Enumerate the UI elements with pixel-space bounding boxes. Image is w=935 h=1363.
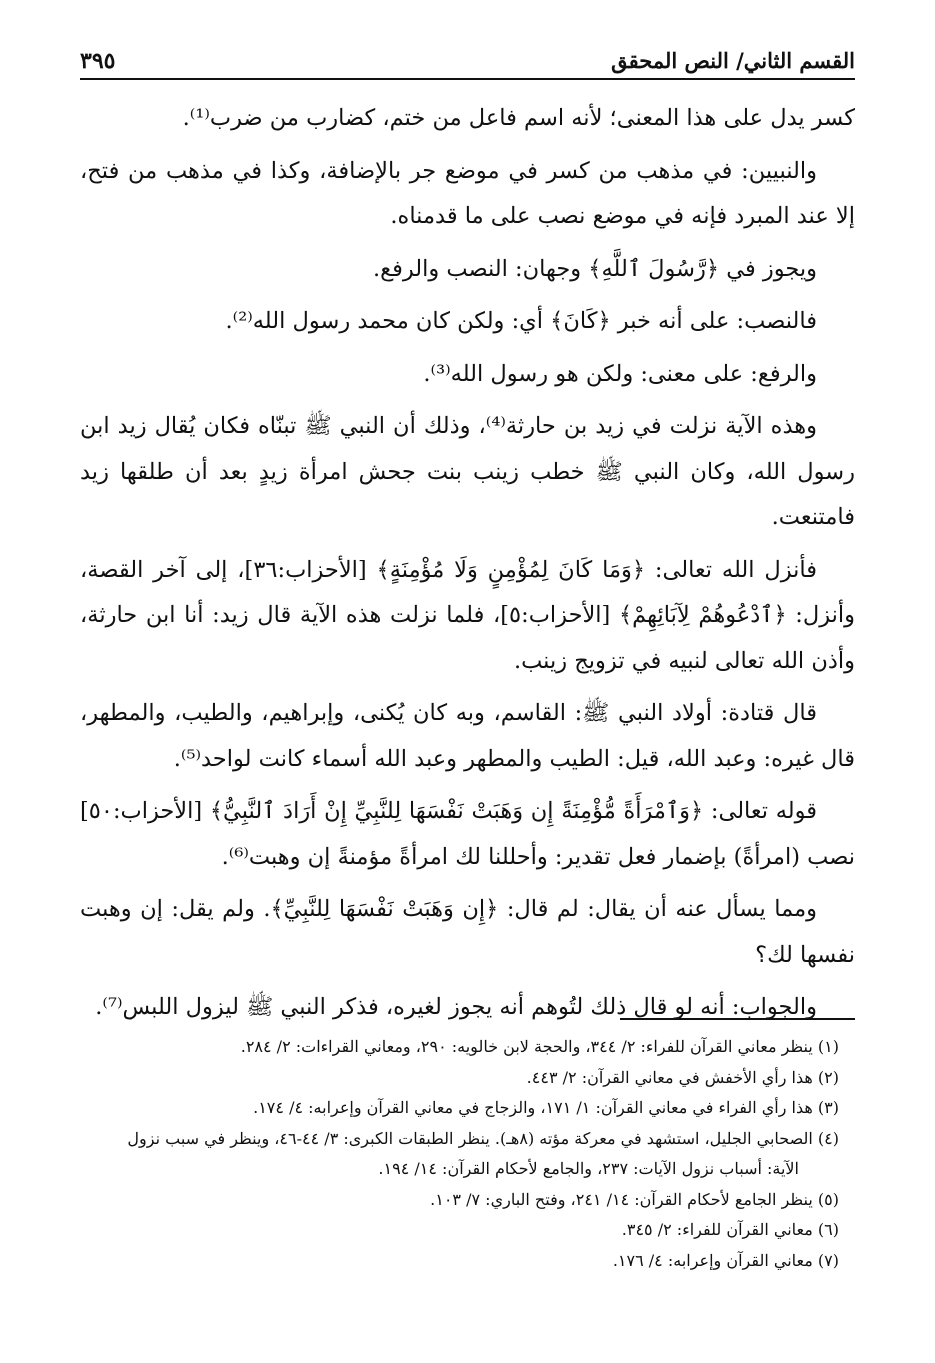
paragraph: كسر يدل على هذا المعنى؛ لأنه اسم فاعل من ختم، كضارب من ضرب⁽¹⁾. [182, 105, 855, 131]
paragraph: وهذه الآية نزلت في زيد بن حارثة⁽⁴⁾، وذلك أن النبي ﷺ تبنّاه فكان يُقال زيد ابن رسول الله، وكان النبي ﷺ خطب زينب بنت جحش امرأة زيدٍ بعد أن طلقها زيد فامتنعت. [80, 413, 855, 530]
footnotes [80, 1032, 855, 1276]
footnote: (٦) معاني القرآن للفراء: ٢/ ٣٤٥. [621, 1220, 839, 1239]
paragraph: قوله تعالى: ﴿وَٱمْرَأَةً مُّؤْمِنَةً إِن وَهَبَتْ نَفْسَهَا لِلنَّبِيِّ إِنْ أَرَادَ ٱلنَّبِيُّ﴾ [الأحزاب:٥٠] نصب (امرأةً) بإضمار فعل تقدير: وأحللنا لك امرأةً مؤمنةً إن وهبت⁽⁶⁾. [80, 798, 855, 870]
paragraph: قال قتادة: أولاد النبي ﷺ: القاسم، وبه كان يُكنى، وإبراهيم، والطيب، والمطهر، قال غيره: وعبد الله، قيل: الطيب والمطهر وعبد الله أسماء كانت لواحد⁽⁵⁾. [80, 700, 855, 772]
paragraph: فأنزل الله تعالى: ﴿وَمَا كَانَ لِمُؤْمِنٍ وَلَا مُؤْمِنَةٍ﴾ [الأحزاب:٣٦]، إلى آخر القصة، وأنزل: ﴿ٱدْعُوهُمْ لِآبَائِهِمْ﴾ [الأحزاب:٥]، فلما نزلت هذه الآية قال زيد: أنا ابن حارثة، وأذن الله تعالى لنبيه في تزويج زينب. [80, 556, 855, 674]
footnote: (١) ينظر معاني القرآن للفراء: ٢/ ٣٤٤، والحجة لابن خالويه: ٢٩٠، ومعاني القراءات: ٢/ ٢٨٤. [240, 1037, 839, 1056]
paragraph: والنبيين: في مذهب من كسر في موضع جر بالإضافة، وكذا في مذهب من فتح، إلا عند المبرد فإنه في موضع نصب على ما قدمناه. [80, 157, 855, 229]
paragraph: فالنصب: على أنه خبر ﴿كَانَ﴾ أي: ولكن كان محمد رسول الله⁽²⁾. [225, 308, 817, 334]
paragraph: ويجوز في ﴿رَّسُولَ ٱللَّهِ﴾ وجهان: النصب والرفع. [372, 255, 817, 282]
footnote: (٣) هذا رأي الفراء في معاني القرآن: ١/ ١٧١، والزجاج في معاني القرآن وإعرابه: ٤/ ١٧٤. [253, 1098, 839, 1117]
footnote: (٧) معاني القرآن وإعرابه: ٤/ ١٧٦. [612, 1250, 839, 1270]
page-number: ٣٩٥ [80, 48, 116, 74]
main-text [80, 96, 855, 1031]
running-title: القسم الثاني/ النص المحقق [611, 48, 855, 73]
footnote-continuation: الآية: أسباب نزول الآيات: ٢٣٧، والجامع لأحكام القرآن: ١٤/ ١٩٤. [378, 1159, 799, 1178]
page-header [80, 42, 855, 80]
footnote: (٤) الصحابي الجليل، استشهد في معركة مؤته (٨هـ). ينظر الطبقات الكبرى: ٣/ ٤٤-٤٦، وينظر في سبب نزول [127, 1128, 839, 1148]
paragraph: والجواب: أنه لو قال ذلك لتُوهم أنه يجوز لغيره، فذكر النبي ﷺ ليزول اللبس⁽⁷⁾. [95, 994, 817, 1020]
footnote: (٢) هذا رأي الأخفش في معاني القرآن: ٢/ ٤٤٣. [526, 1067, 839, 1087]
paragraph: والرفع: على معنى: ولكن هو رسول الله⁽³⁾. [423, 360, 817, 387]
footnote-separator [620, 1018, 855, 1020]
paragraph: ومما يسأل عنه أن يقال: لم قال: ﴿إِن وَهَبَتْ نَفْسَهَا لِلنَّبِيِّ﴾. ولم يقل: إن وهبت نفسها لك؟ [80, 896, 855, 968]
footnote: (٥) ينظر الجامع لأحكام القرآن: ١٤/ ٢٤١، وفتح الباري: ٧/ ١٠٣. [430, 1189, 839, 1209]
